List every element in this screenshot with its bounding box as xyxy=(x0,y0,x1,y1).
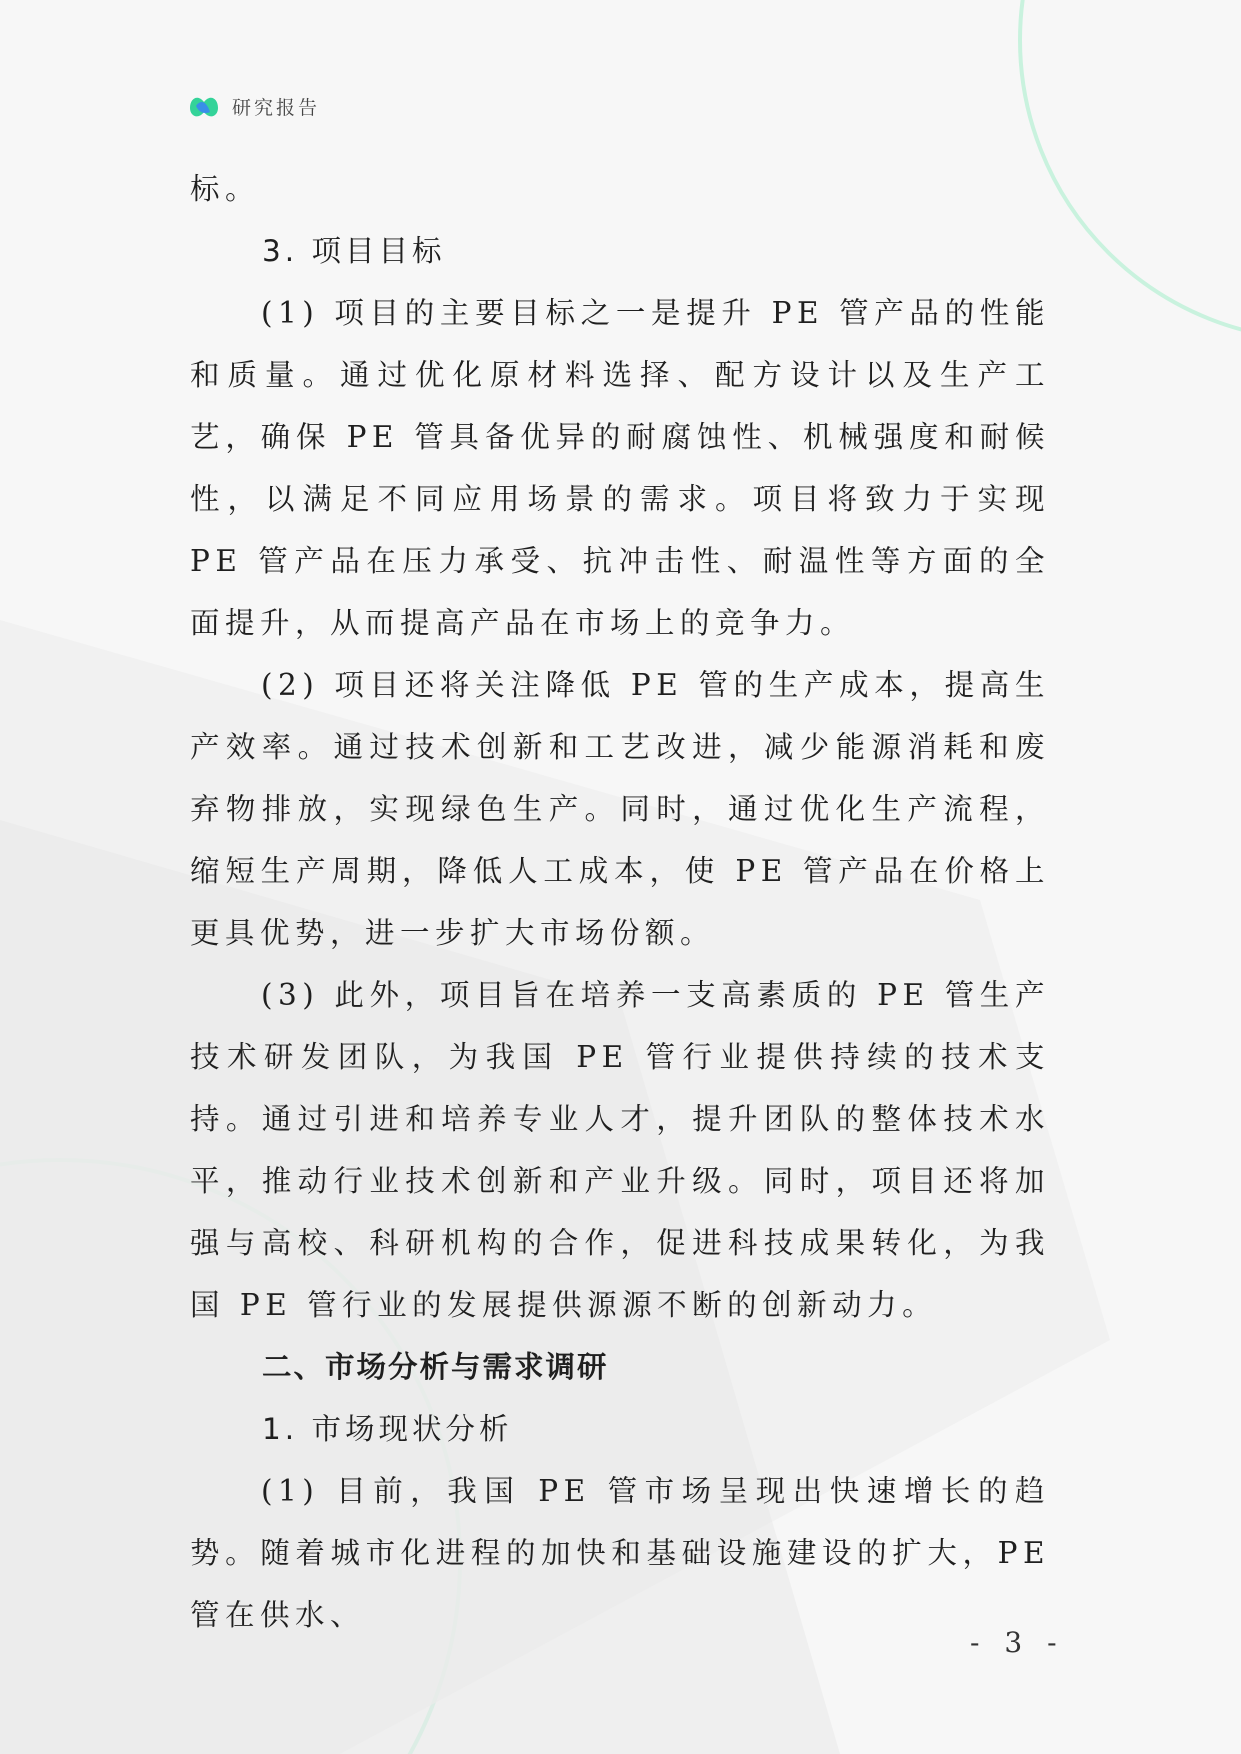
paragraph-continuation: 标。 xyxy=(190,172,261,206)
header-title: 研究报告 xyxy=(232,96,321,119)
leaf-logo-icon xyxy=(186,88,222,124)
paragraph-goal-2: (2) 项目还将关注降低 PE 管的生产成本，提高生产效率。通过技术创新和工艺改进，减少能源消耗和废弃物排放，实现绿色生产。同时，通过优化生产流程，缩短生产周期，降低人工成本，使 PE 管产品在价格上更具优势，进一步扩大市场份额。 xyxy=(190,668,1050,950)
paragraph-goal-3: (3) 此外，项目旨在培养一支高素质的 PE 管生产技术研发团队，为我国 PE 管行业提供持续的技术支持。通过引进和培养专业人才，提升团队的整体技术水平，推动行业技术创新和产业升级。同时，项目还将加强与高校、科研机构的合作，促进科技成果转化，为我国 PE 管行业的发展提供源源不断的创新动力。 xyxy=(190,978,1050,1322)
section-heading-project-goals: 3. 项目目标 xyxy=(262,234,446,268)
paragraph-market-1: (1) 目前，我国 PE 管市场呈现出快速增长的趋势。随着城市化进程的加快和基础设施建设的扩大，PE 管在供水、 xyxy=(190,1474,1050,1632)
page-number: - 3 - xyxy=(970,1626,1065,1659)
section-heading-market-status: 1. 市场现状分析 xyxy=(262,1412,513,1446)
page-header xyxy=(186,88,320,124)
paragraph-goal-1: (1) 项目的主要目标之一是提升 PE 管产品的性能和质量。通过优化原材料选择、配方设计以及生产工艺，确保 PE 管具备优异的耐腐蚀性、机械强度和耐候性，以满足不同应用场景的需求。项目将致力于实现 PE 管产品在压力承受、抗冲击性、耐温性等方面的全面提升，从而提高产品在市场上的竞争力。 xyxy=(190,296,1050,640)
chapter-heading-market-analysis: 二、市场分析与需求调研 xyxy=(262,1350,609,1384)
document-body xyxy=(190,158,1050,1646)
